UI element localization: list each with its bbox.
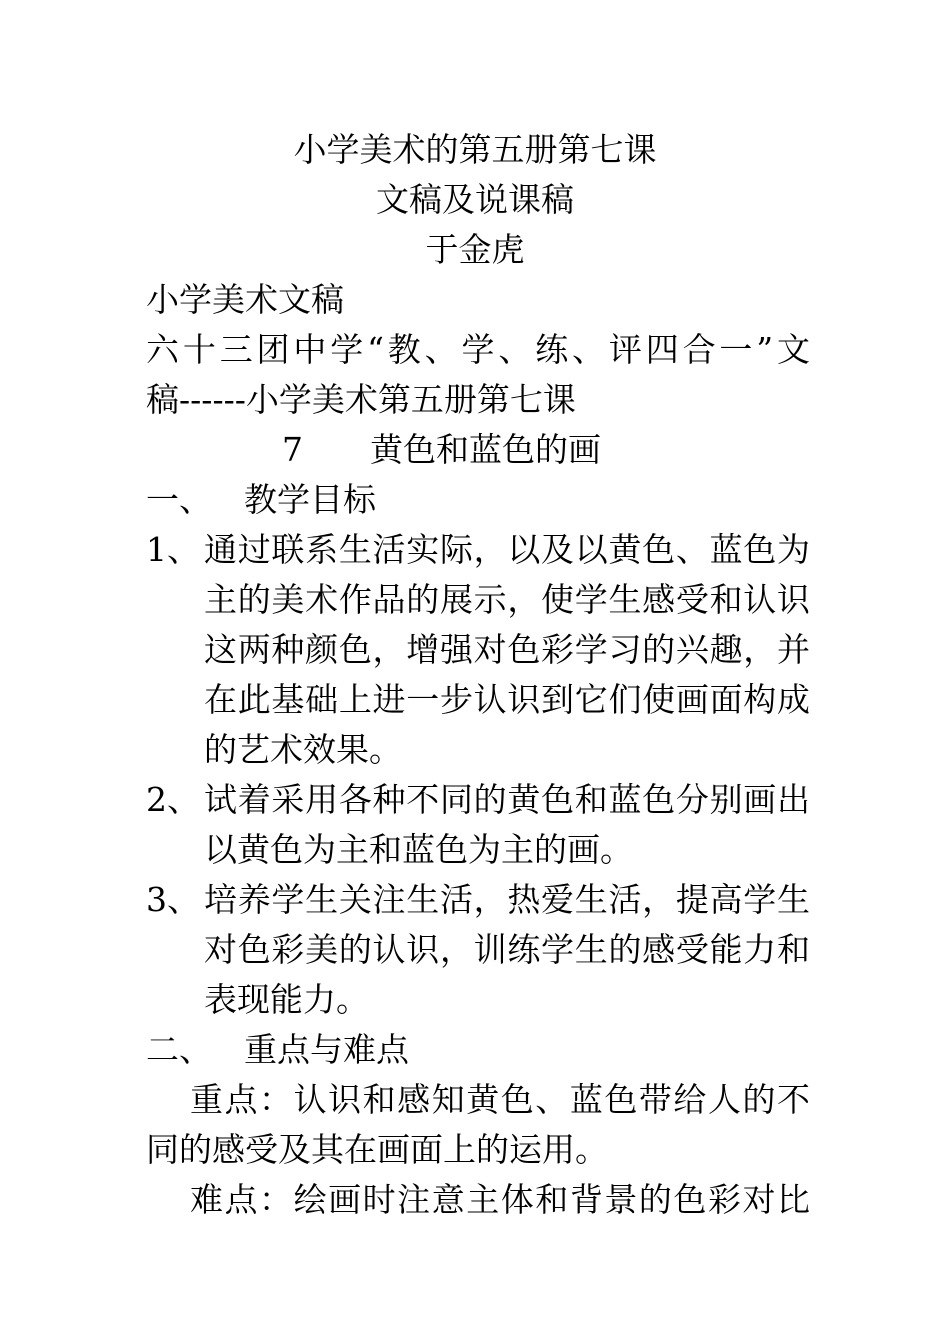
section-1-number: 一、 bbox=[146, 480, 212, 519]
lesson-title: 黄色和蓝色的画 bbox=[370, 430, 601, 469]
difficult-point-paragraph: 难点：绘画时注意主体和背景的色彩对比 bbox=[190, 1180, 810, 1219]
intro-line-1: 六十三团中学“教、学、练、评四合一”文 bbox=[146, 330, 810, 369]
list-item-number: 3、 bbox=[146, 880, 200, 919]
list-item bbox=[146, 525, 810, 775]
key-point-paragraph: 重点：认识和感知黄色、蓝色带给人的不同的感受及其在画面上的运用。 bbox=[146, 1080, 810, 1169]
list-item-text: 试着采用各种不同的黄色和蓝色分别画出以黄色为主和蓝色为主的画。 bbox=[204, 780, 810, 869]
title-line-2: 文稿及说课稿 bbox=[376, 180, 574, 219]
lesson-heading bbox=[282, 425, 842, 475]
section-2-heading bbox=[146, 1025, 810, 1075]
list-item bbox=[146, 775, 810, 875]
section-1-heading bbox=[146, 475, 810, 525]
intro-line-2: 稿------小学美术第五册第七课 bbox=[146, 380, 576, 419]
list-item bbox=[146, 875, 810, 1025]
author-name: 于金虎 bbox=[425, 230, 525, 269]
list-item-text: 培养学生关注生活，热爱生活，提高学生对色彩美的认识，训练学生的感受能力和表现能力。 bbox=[204, 880, 810, 1019]
list-item-text: 通过联系生活实际，以及以黄色、蓝色为主的美术作品的展示，使学生感受和认识这两种颜色，增强对色彩学习的兴趣，并在此基础上进一步认识到它们使画面构成的艺术效果。 bbox=[204, 530, 810, 769]
section-1-title: 教学目标 bbox=[244, 480, 376, 519]
lesson-number: 7 bbox=[282, 430, 303, 469]
section-2-title: 重点与难点 bbox=[244, 1030, 409, 1069]
section-2-number: 二、 bbox=[146, 1030, 212, 1069]
title-line-1: 小学美术的第五册第七课 bbox=[293, 130, 657, 169]
subtitle: 小学美术文稿 bbox=[146, 280, 344, 319]
list-item-number: 2、 bbox=[146, 780, 200, 819]
list-item-number: 1、 bbox=[146, 530, 200, 569]
